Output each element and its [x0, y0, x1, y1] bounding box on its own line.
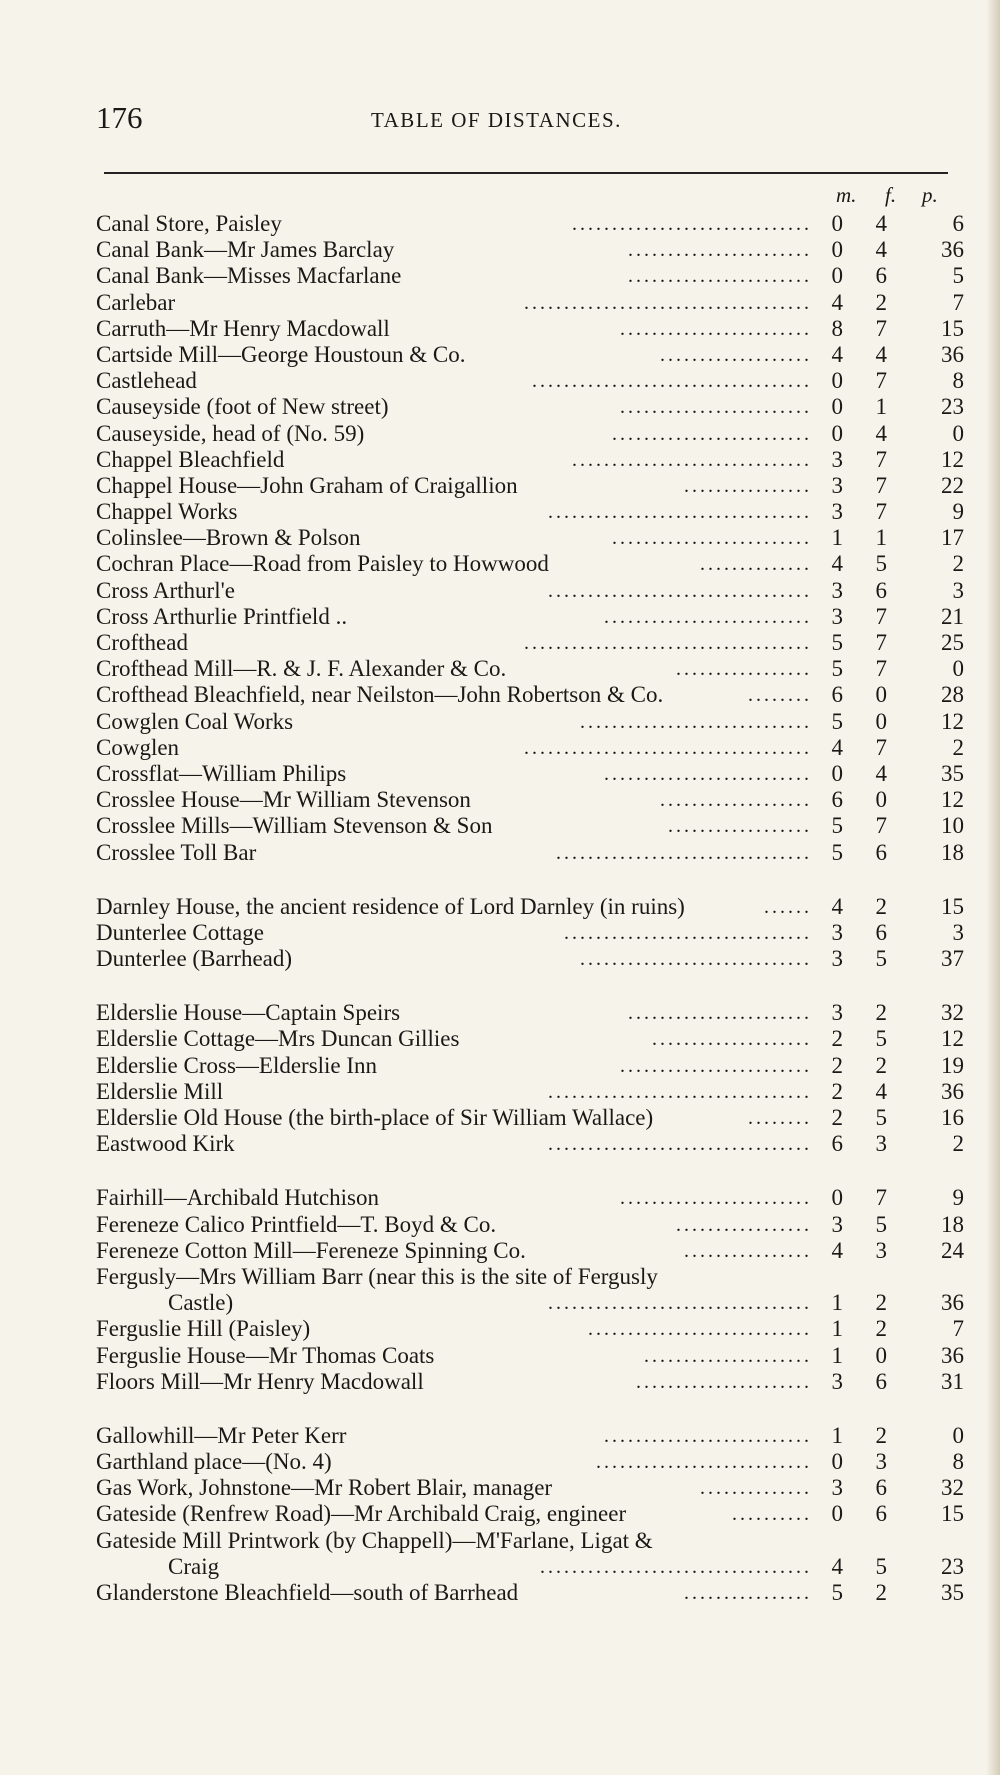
- dot-leader: ..................................: [540, 1555, 812, 1578]
- place-name: Dunterlee Cottage: [96, 919, 264, 945]
- distance-poles: 36: [941, 341, 964, 367]
- distance-furlongs: 7: [875, 1185, 887, 1211]
- distance-poles: 36: [941, 1078, 964, 1104]
- distance-poles: 31: [941, 1368, 964, 1394]
- distance-furlongs: 4: [875, 1078, 887, 1104]
- distance-furlongs: 7: [875, 813, 887, 839]
- table-row: [96, 525, 964, 551]
- distance-poles: 15: [941, 315, 964, 341]
- dot-leader: ..............................: [572, 213, 812, 235]
- place-name: Crosslee House—Mr William Stevenson: [96, 787, 471, 813]
- distance-poles: 12: [941, 708, 964, 734]
- place-name: Castlehead: [96, 368, 197, 394]
- distance-furlongs: 6: [875, 1368, 887, 1394]
- distance-furlongs: 0: [875, 708, 887, 734]
- distance-furlongs: 7: [875, 734, 887, 760]
- table-row: [96, 499, 964, 525]
- distance-miles: 5: [831, 839, 843, 865]
- distance-poles: 23: [941, 1553, 964, 1579]
- distance-miles: 4: [831, 341, 843, 367]
- table-row: [96, 237, 964, 263]
- distance-furlongs: 5: [875, 946, 887, 972]
- distance-miles: 3: [831, 1368, 843, 1394]
- dot-leader: .......................: [628, 265, 812, 288]
- distance-furlongs: 3: [875, 1449, 887, 1475]
- distance-poles: 37: [941, 946, 964, 972]
- distance-furlongs: 6: [875, 919, 887, 945]
- dot-leader: ..........................: [604, 1424, 812, 1447]
- distance-miles: 5: [831, 1580, 843, 1605]
- dot-leader: .............................: [580, 948, 812, 971]
- place-name: Chappel House—John Graham of Craigallion: [96, 472, 518, 498]
- table-row: [96, 840, 964, 866]
- distance-poles: 2: [952, 551, 964, 577]
- dot-leader: ....................: [652, 1028, 812, 1051]
- place-name: Elderslie Mill: [96, 1078, 224, 1104]
- table-row: [96, 1185, 964, 1211]
- table-row: [96, 1238, 964, 1264]
- distance-poles: 3: [952, 577, 964, 603]
- distance-furlongs: 6: [875, 263, 887, 289]
- group-gap: [96, 866, 964, 894]
- place-name: Canal Bank—Mr James Barclay: [96, 237, 395, 263]
- dot-leader: ...........................: [596, 1451, 812, 1474]
- table-row: [96, 1026, 964, 1052]
- place-name: Fereneze Calico Printfield—T. Boyd & Co.: [96, 1211, 497, 1237]
- place-name: Castle): [168, 1290, 234, 1316]
- distance-poles: 5: [952, 263, 964, 289]
- distance-poles: 18: [941, 839, 964, 865]
- place-name: Carlebar: [96, 289, 176, 315]
- dot-leader: .................: [676, 658, 812, 681]
- place-name: Gallowhill—Mr Peter Kerr: [96, 1422, 347, 1448]
- distance-miles: 5: [831, 630, 843, 655]
- distance-poles: 36: [941, 1290, 964, 1316]
- distance-furlongs: 5: [875, 1211, 887, 1237]
- distance-poles: 7: [952, 289, 964, 315]
- place-name: Glanderstone Bleachfield—south of Barrhead: [96, 1580, 519, 1605]
- distance-furlongs: 4: [875, 341, 887, 367]
- distance-miles: 4: [831, 551, 843, 577]
- distance-furlongs: 5: [875, 1553, 887, 1579]
- distance-miles: 2: [831, 1052, 843, 1078]
- distance-poles: 19: [941, 1052, 964, 1078]
- distance-miles: 1: [831, 1290, 843, 1316]
- distance-miles: 1: [831, 525, 843, 551]
- distance-poles: 15: [941, 1501, 964, 1527]
- table-row: [96, 290, 964, 316]
- distance-poles: 9: [952, 499, 964, 525]
- place-name: Ferguslie Hill (Paisley): [96, 1316, 311, 1342]
- place-name: Canal Store, Paisley: [96, 211, 282, 236]
- unit-miles: m.: [836, 183, 857, 207]
- table-row: [96, 1316, 964, 1342]
- dot-leader: .................................: [548, 1133, 812, 1156]
- distance-furlongs: 2: [875, 1000, 887, 1026]
- table-row: [96, 1105, 964, 1131]
- distance-furlongs: 0: [875, 1342, 887, 1368]
- header-rule: [104, 172, 948, 174]
- table-row: [96, 946, 964, 972]
- table-row: [96, 368, 964, 394]
- page-title: TABLE OF DISTANCES.: [371, 108, 622, 132]
- distance-poles: 25: [941, 630, 964, 655]
- table-row: [96, 1131, 964, 1157]
- distance-miles: 3: [831, 472, 843, 498]
- distance-furlongs: 4: [875, 760, 887, 786]
- place-name: Gateside (Renfrew Road)—Mr Archibald Craig, engineer: [96, 1501, 627, 1527]
- place-name: Gateside Mill Printwork (by Chappell)—M'Farlane, Ligat &: [96, 1527, 653, 1553]
- distance-furlongs: 2: [875, 893, 887, 919]
- table-row: [96, 316, 964, 342]
- dot-leader: .........................: [612, 527, 812, 550]
- place-name: Eastwood Kirk: [96, 1131, 235, 1157]
- distance-poles: 22: [941, 472, 964, 498]
- distance-miles: 0: [831, 1449, 843, 1475]
- dot-leader: .................................: [548, 1292, 812, 1315]
- place-name: Elderslie House—Captain Speirs: [96, 1000, 401, 1026]
- distance-miles: 0: [831, 211, 843, 236]
- unit-poles: p.: [922, 183, 938, 207]
- table-row: [96, 421, 964, 447]
- place-name: Garthland place—(No. 4): [96, 1449, 332, 1475]
- distance-furlongs: 2: [875, 1316, 887, 1342]
- table-row: [96, 1449, 964, 1475]
- distance-poles: 28: [941, 682, 964, 708]
- place-name: Darnley House, the ancient residence of Lord Darnley (in ruins): [96, 893, 685, 919]
- place-name: Fergusly—Mrs William Barr (near this is the site of Fergusly: [96, 1263, 658, 1289]
- table-row: [96, 1264, 964, 1290]
- table-row: [96, 761, 964, 787]
- table-row: [96, 394, 964, 420]
- table-row: [96, 1053, 964, 1079]
- table-row: [96, 1343, 964, 1369]
- distance-table: [96, 211, 964, 1606]
- dot-leader: ................: [684, 1582, 812, 1604]
- distance-poles: 3: [952, 919, 964, 945]
- distance-miles: 2: [831, 1026, 843, 1052]
- distance-furlongs: 5: [875, 1026, 887, 1052]
- distance-poles: 12: [941, 1026, 964, 1052]
- distance-poles: 24: [941, 1237, 964, 1263]
- table-row: [96, 447, 964, 473]
- distance-poles: 2: [952, 734, 964, 760]
- dot-leader: ...............................: [564, 921, 812, 944]
- distance-miles: 0: [831, 1185, 843, 1211]
- dot-leader: ..................: [668, 815, 812, 838]
- place-name: Causeyside, head of (No. 59): [96, 420, 365, 446]
- distance-miles: 1: [831, 1342, 843, 1368]
- table-row: [96, 578, 964, 604]
- distance-furlongs: 1: [875, 525, 887, 551]
- distance-poles: 0: [952, 420, 964, 446]
- distance-miles: 3: [831, 1211, 843, 1237]
- distance-miles: 0: [831, 394, 843, 420]
- group-gap: [96, 972, 964, 1000]
- place-name: Floors Mill—Mr Henry Macdowall: [96, 1368, 424, 1394]
- table-row: [96, 1079, 964, 1105]
- table-row: [96, 1290, 964, 1316]
- dot-leader: ........................: [620, 1187, 812, 1210]
- table-row: [96, 1475, 964, 1501]
- distance-poles: 18: [941, 1211, 964, 1237]
- dot-leader: .................................: [548, 1080, 812, 1103]
- distance-miles: 1: [831, 1316, 843, 1342]
- distance-furlongs: 6: [875, 1475, 887, 1501]
- distance-poles: 9: [952, 1185, 964, 1211]
- distance-furlongs: 7: [875, 499, 887, 525]
- distance-furlongs: 4: [875, 211, 887, 236]
- distance-furlongs: 5: [875, 1105, 887, 1130]
- distance-miles: 3: [831, 446, 843, 472]
- dot-leader: ........................: [620, 396, 812, 419]
- place-name: Craig: [168, 1553, 220, 1579]
- dot-leader: ..........: [732, 1503, 812, 1526]
- table-row: [96, 735, 964, 761]
- distance-poles: 12: [941, 787, 964, 813]
- distance-miles: 3: [831, 919, 843, 945]
- table-row: [96, 211, 964, 237]
- table-row: [96, 1501, 964, 1527]
- dot-leader: ......................: [636, 1370, 812, 1393]
- dot-leader: ..........................: [604, 605, 812, 628]
- table-row: [96, 894, 964, 920]
- distance-furlongs: 3: [875, 1131, 887, 1157]
- page-edge: [986, 0, 1000, 1775]
- dot-leader: ................: [684, 1239, 812, 1262]
- place-name: Crofthead Bleachfield, near Neilston—John Robertson & Co.: [96, 682, 664, 708]
- unit-furlongs: f.: [885, 183, 897, 207]
- distance-furlongs: 3: [875, 1237, 887, 1263]
- dot-leader: ..............................: [572, 448, 812, 471]
- table-row: [96, 787, 964, 813]
- place-name: Crofthead: [96, 630, 188, 655]
- distance-miles: 2: [831, 1105, 843, 1130]
- dot-leader: .......................: [628, 1002, 812, 1025]
- table-row: [96, 656, 964, 682]
- dot-leader: ................: [684, 474, 812, 497]
- place-name: Crosslee Toll Bar: [96, 839, 257, 865]
- distance-miles: 0: [831, 237, 843, 263]
- dot-leader: .................................: [548, 579, 812, 602]
- distance-poles: 36: [941, 1342, 964, 1368]
- distance-miles: 0: [831, 1501, 843, 1527]
- distance-miles: 3: [831, 1475, 843, 1501]
- dot-leader: ....................................: [524, 736, 812, 759]
- table-row: [96, 473, 964, 499]
- dot-leader: ...................: [660, 343, 812, 366]
- distance-miles: 3: [831, 1000, 843, 1026]
- distance-miles: 4: [831, 734, 843, 760]
- distance-poles: 10: [941, 813, 964, 839]
- place-name: Elderslie Cross—Elderslie Inn: [96, 1052, 378, 1078]
- distance-miles: 0: [831, 420, 843, 446]
- dot-leader: ........: [748, 1107, 812, 1129]
- place-name: Cowglen Coal Works: [96, 708, 294, 734]
- place-name: Cartside Mill—George Houstoun & Co.: [96, 341, 466, 367]
- distance-furlongs: 2: [875, 1580, 887, 1605]
- distance-furlongs: 7: [875, 630, 887, 655]
- distance-miles: 3: [831, 603, 843, 629]
- place-name: Cross Arthurlie Printfield ..: [96, 603, 348, 629]
- distance-miles: 6: [831, 682, 843, 708]
- dot-leader: .........................: [612, 422, 812, 445]
- distance-miles: 8: [831, 315, 843, 341]
- page-header: [96, 100, 924, 140]
- place-name: Chappel Works: [96, 499, 238, 525]
- distance-furlongs: 7: [875, 315, 887, 341]
- distance-furlongs: 6: [875, 839, 887, 865]
- table-row: [96, 1369, 964, 1395]
- distance-miles: 0: [831, 263, 843, 289]
- table-row: [96, 1528, 964, 1554]
- table-row: [96, 1423, 964, 1449]
- place-name: Ferguslie House—Mr Thomas Coats: [96, 1342, 435, 1368]
- distance-miles: 6: [831, 787, 843, 813]
- table-row: [96, 604, 964, 630]
- place-name: Causeyside (foot of New street): [96, 394, 389, 420]
- place-name: Crofthead Mill—R. & J. F. Alexander & Co.: [96, 656, 507, 682]
- distance-furlongs: 0: [875, 787, 887, 813]
- place-name: Cross Arthurl'e: [96, 577, 235, 603]
- distance-miles: 4: [831, 1553, 843, 1579]
- dot-leader: .............................: [580, 710, 812, 733]
- place-name: Cochran Place—Road from Paisley to Howwood: [96, 551, 549, 577]
- dot-leader: ..............: [700, 1477, 812, 1500]
- distance-poles: 0: [952, 1422, 964, 1448]
- distance-furlongs: 7: [875, 446, 887, 472]
- distance-furlongs: 2: [875, 1290, 887, 1316]
- dot-leader: ................................: [556, 841, 812, 864]
- distance-miles: 5: [831, 813, 843, 839]
- distance-furlongs: 6: [875, 1501, 887, 1527]
- distance-furlongs: 6: [875, 577, 887, 603]
- distance-poles: 0: [952, 656, 964, 682]
- place-name: Gas Work, Johnstone—Mr Robert Blair, manager: [96, 1475, 553, 1501]
- dot-leader: ...................: [660, 789, 812, 812]
- distance-miles: 6: [831, 1131, 843, 1157]
- place-name: Carruth—Mr Henry Macdowall: [96, 315, 390, 341]
- distance-poles: 35: [941, 760, 964, 786]
- dot-leader: ......: [764, 895, 812, 918]
- place-name: Dunterlee (Barrhead): [96, 946, 293, 972]
- table-row: [96, 551, 964, 577]
- table-row: [96, 682, 964, 708]
- dot-leader: ....................................: [524, 291, 812, 314]
- distance-furlongs: 7: [875, 656, 887, 682]
- dot-leader: ..........................: [604, 762, 812, 785]
- distance-poles: 8: [952, 1449, 964, 1475]
- table-row: [96, 1212, 964, 1238]
- group-gap: [96, 1395, 964, 1423]
- place-name: Elderslie Cottage—Mrs Duncan Gillies: [96, 1026, 460, 1052]
- distance-poles: 2: [952, 1131, 964, 1157]
- place-name: Cowglen: [96, 734, 180, 760]
- distance-furlongs: 4: [875, 237, 887, 263]
- distance-miles: 3: [831, 577, 843, 603]
- dot-leader: ........................: [620, 1054, 812, 1077]
- dot-leader: ....................................: [524, 632, 812, 654]
- distance-furlongs: 2: [875, 289, 887, 315]
- place-name: Fereneze Cotton Mill—Fereneze Spinning Co.: [96, 1237, 526, 1263]
- distance-miles: 0: [831, 368, 843, 394]
- distance-furlongs: 7: [875, 603, 887, 629]
- distance-miles: 5: [831, 656, 843, 682]
- distance-poles: 6: [952, 211, 964, 236]
- distance-poles: 36: [941, 237, 964, 263]
- distance-furlongs: 0: [875, 682, 887, 708]
- distance-poles: 16: [941, 1105, 964, 1130]
- place-name: Colinslee—Brown & Polson: [96, 525, 361, 551]
- place-name: Fairhill—Archibald Hutchison: [96, 1185, 379, 1211]
- table-row: [96, 1000, 964, 1026]
- distance-poles: 32: [941, 1000, 964, 1026]
- distance-furlongs: 7: [875, 472, 887, 498]
- table-row: [96, 813, 964, 839]
- distance-poles: 17: [941, 525, 964, 551]
- distance-miles: 3: [831, 499, 843, 525]
- dot-leader: ...................................: [532, 370, 812, 393]
- distance-poles: 35: [941, 1580, 964, 1605]
- distance-miles: 4: [831, 1237, 843, 1263]
- table-row: [96, 709, 964, 735]
- table-row: [96, 263, 964, 289]
- dot-leader: ........: [748, 684, 812, 707]
- dot-leader: .....................: [644, 1344, 812, 1367]
- table-row: [96, 342, 964, 368]
- distance-furlongs: 1: [875, 394, 887, 420]
- distance-furlongs: 2: [875, 1052, 887, 1078]
- table-row: [96, 630, 964, 656]
- distance-poles: 32: [941, 1475, 964, 1501]
- table-row: [96, 1554, 964, 1580]
- dot-leader: ........................: [620, 317, 812, 340]
- distance-poles: 12: [941, 446, 964, 472]
- dot-leader: .......................: [628, 239, 812, 262]
- distance-poles: 23: [941, 394, 964, 420]
- place-name: Crossflat—William Philips: [96, 760, 347, 786]
- dot-leader: .................................: [548, 501, 812, 524]
- distance-furlongs: 5: [875, 551, 887, 577]
- distance-poles: 7: [952, 1316, 964, 1342]
- distance-miles: 0: [831, 760, 843, 786]
- distance-poles: 15: [941, 893, 964, 919]
- distance-furlongs: 7: [875, 368, 887, 394]
- distance-miles: 3: [831, 946, 843, 972]
- group-gap: [96, 1157, 964, 1185]
- place-name: Crosslee Mills—William Stevenson & Son: [96, 813, 493, 839]
- distance-miles: 4: [831, 289, 843, 315]
- page-number: 176: [96, 100, 143, 135]
- distance-poles: 21: [941, 603, 964, 629]
- place-name: Chappel Bleachfield: [96, 446, 285, 472]
- dot-leader: ..............: [700, 553, 812, 576]
- distance-poles: 8: [952, 368, 964, 394]
- dot-leader: ............................: [588, 1318, 812, 1341]
- distance-miles: 5: [831, 708, 843, 734]
- distance-furlongs: 4: [875, 420, 887, 446]
- distance-furlongs: 2: [875, 1422, 887, 1448]
- dot-leader: .................: [676, 1213, 812, 1236]
- distance-miles: 2: [831, 1078, 843, 1104]
- place-name: Elderslie Old House (the birth-place of Sir William Wallace): [96, 1105, 654, 1130]
- table-row: [96, 920, 964, 946]
- place-name: Canal Bank—Misses Macfarlane: [96, 263, 402, 289]
- table-row: [96, 1580, 964, 1606]
- distance-miles: 1: [831, 1422, 843, 1448]
- distance-miles: 4: [831, 893, 843, 919]
